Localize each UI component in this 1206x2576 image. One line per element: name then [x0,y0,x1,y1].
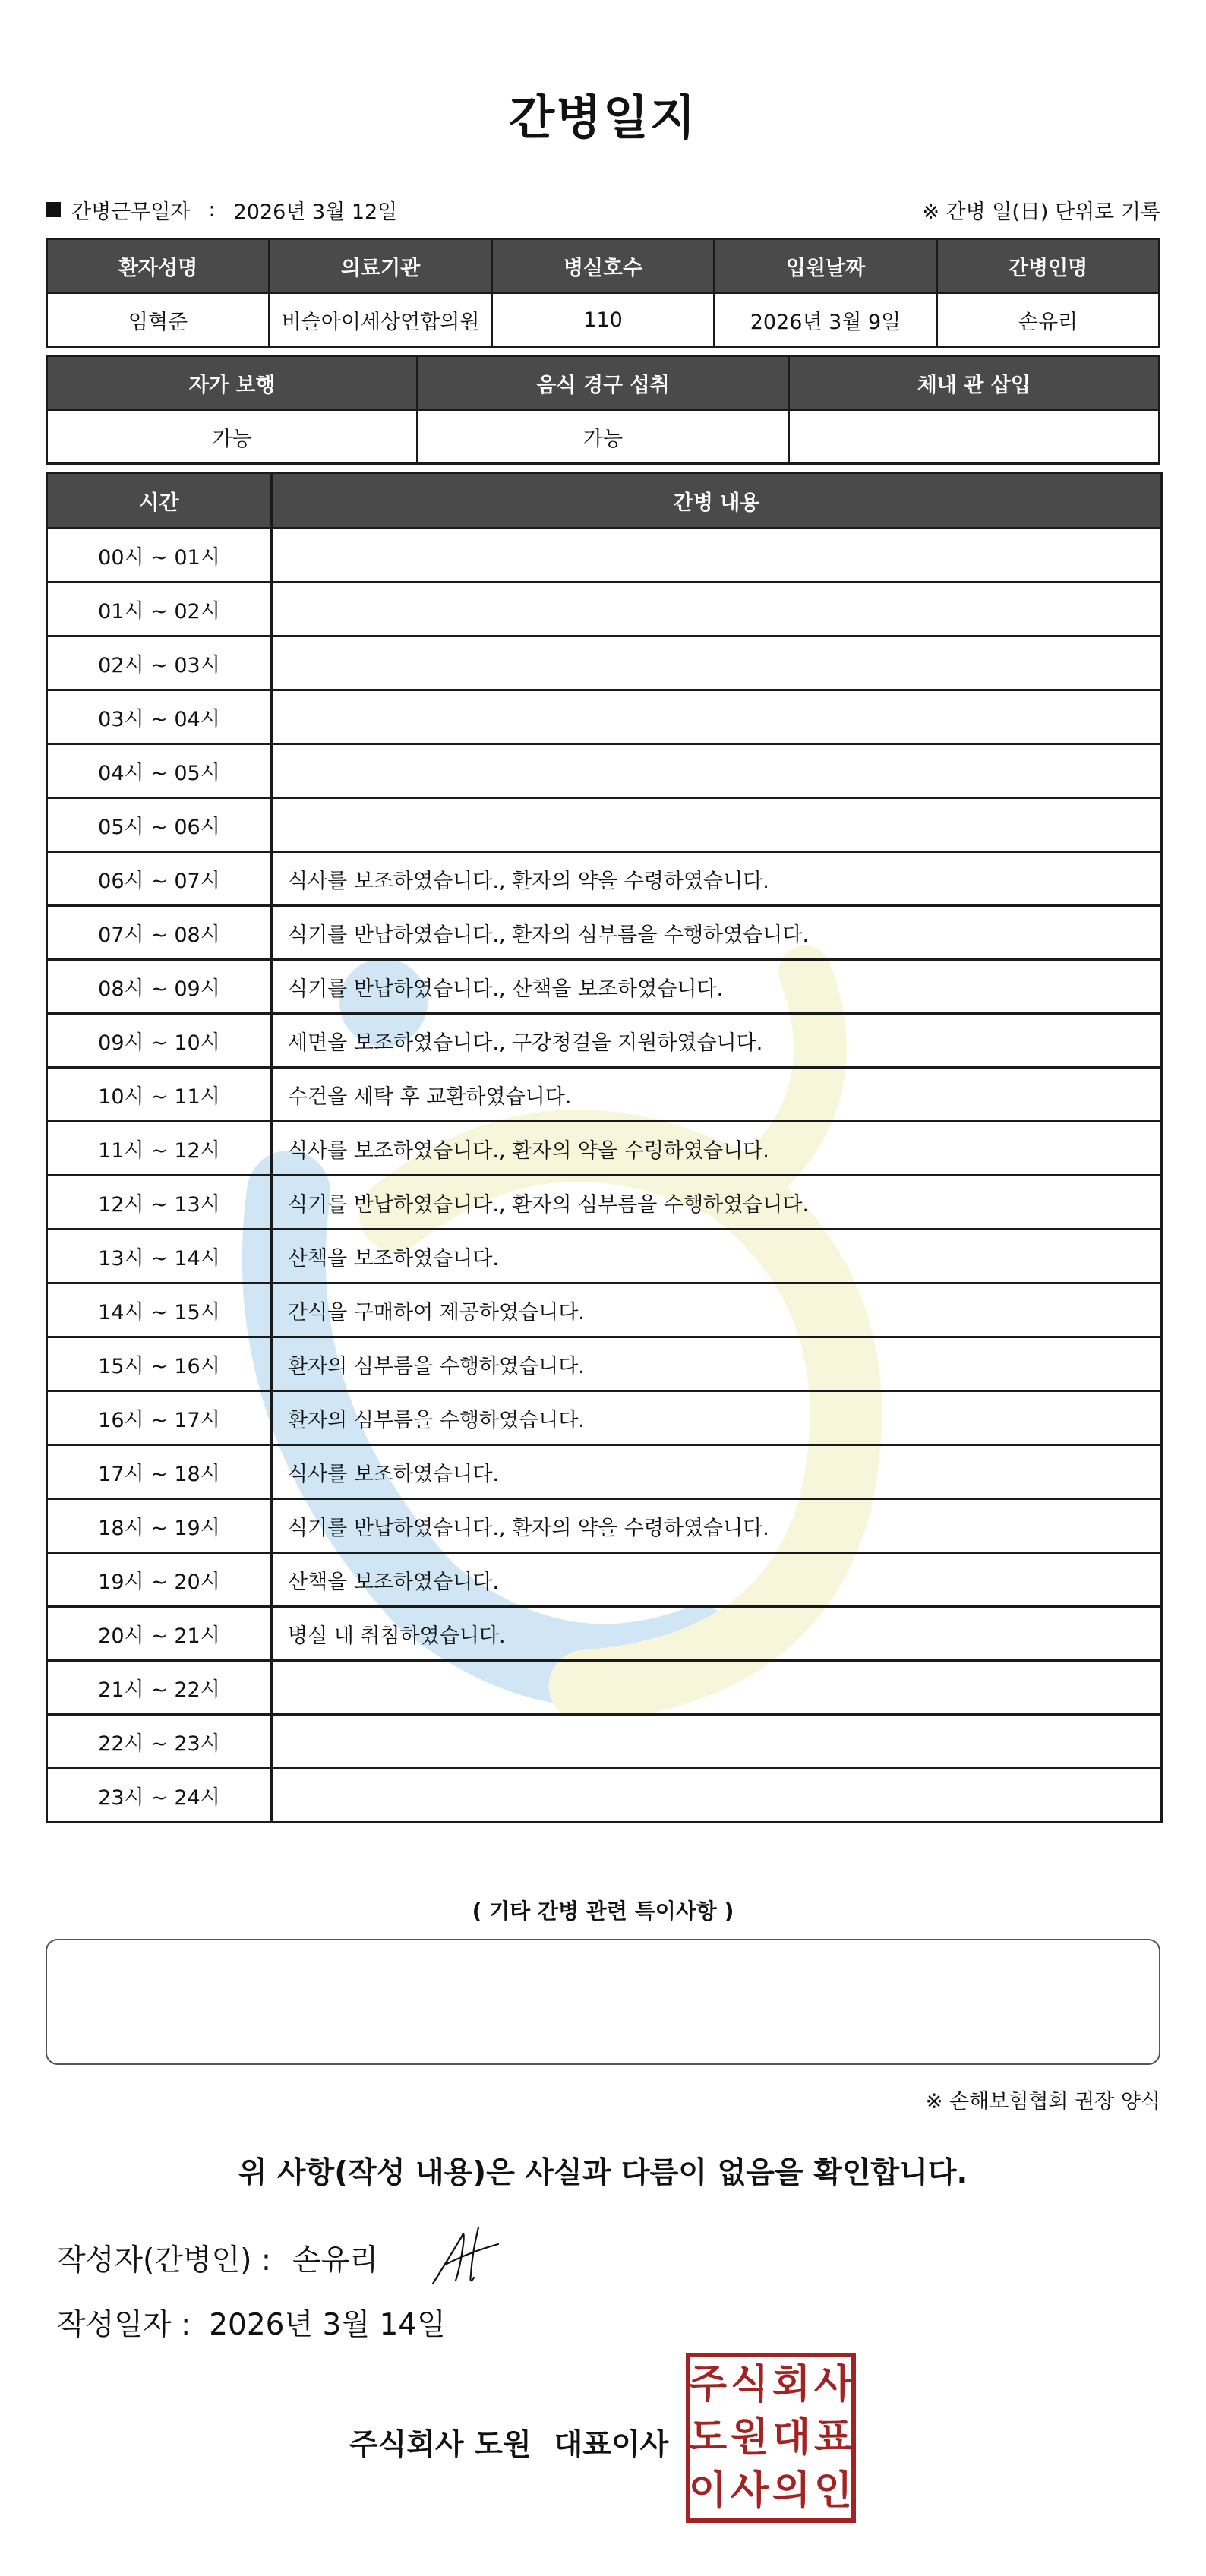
time-slot: 14시 ~ 15시 [47,1283,272,1337]
header-room-number: 병실호수 [492,239,715,293]
time-slot: 04시 ~ 05시 [47,744,272,798]
seal-character: 도 [688,2415,728,2461]
seal-character: 표 [813,2415,853,2461]
table-row [47,410,1160,464]
seal-character: 사 [813,2362,853,2407]
table-row [47,1176,1162,1230]
table-header-row [47,356,1160,410]
header-patient-name: 환자성명 [47,239,270,293]
patient-name: 임혁준 [47,293,270,347]
header-care-content: 간병 내용 [272,473,1162,529]
care-content: 환자의 심부름을 수행하였습니다. [272,1337,1162,1391]
time-slot: 02시 ~ 03시 [47,636,272,690]
header-tube-insertion: 체내 관 삽입 [788,356,1159,410]
company-line [349,2421,668,2464]
table-row [47,798,1162,852]
table-row [47,1230,1162,1283]
table-row [47,582,1162,636]
seal-character: 대 [772,2415,811,2461]
time-slot: 23시 ~ 24시 [47,1769,272,1823]
oral-intake-value: 가능 [418,410,788,464]
time-slot: 06시 ~ 07시 [47,852,272,906]
medical-institution: 비슬아이세상연합의원 [270,293,492,347]
care-content [272,529,1162,582]
care-content [272,690,1162,744]
table-row [47,1283,1162,1337]
care-content [272,798,1162,852]
seal-character: 인 [813,2468,853,2514]
header-medical-institution: 의료기관 [270,239,492,293]
table-row [47,852,1162,906]
special-notes-title: ( 기타 간병 관련 특이사항 ) [472,1899,734,1924]
care-content: 식기를 반납하였습니다., 환자의 약을 수령하였습니다. [272,1499,1162,1553]
header-self-walking: 자가 보행 [47,356,418,410]
hourly-care-log-table [46,472,1163,1823]
table-row [47,690,1162,744]
seal-character: 이 [688,2468,728,2514]
special-notes-box [46,1939,1160,2065]
write-date-line [57,2301,446,2344]
seal-character: 원 [730,2415,769,2461]
writer-name: 손유리 [292,2243,379,2278]
table-row [47,1068,1162,1122]
time-slot: 07시 ~ 08시 [47,906,272,960]
time-slot: 20시 ~ 21시 [47,1607,272,1661]
time-slot: 18시 ~ 19시 [47,1499,272,1553]
table-row [47,1122,1162,1176]
handwritten-signature [425,2221,509,2290]
table-row [47,1391,1162,1445]
write-date-value: 2026년 3월 14일 [209,2308,446,2342]
header-admission-date: 입원날짜 [715,239,937,293]
document-title: 간병일지 [509,90,697,145]
time-slot: 12시 ~ 13시 [47,1176,272,1230]
table-row [47,1553,1162,1607]
writer-label: 작성자(간병인) : [57,2243,272,2278]
care-content: 식기를 반납하였습니다., 산책을 보조하였습니다. [272,960,1162,1014]
time-slot: 16시 ~ 17시 [47,1391,272,1445]
patient-info-table [46,238,1160,348]
time-slot: 15시 ~ 16시 [47,1337,272,1391]
patient-status-table [46,355,1160,465]
table-row [47,293,1160,347]
self-walking-value: 가능 [47,410,418,464]
care-content: 간식을 구매하여 제공하였습니다. [272,1283,1162,1337]
care-content [272,1715,1162,1769]
room-number: 110 [492,293,715,347]
work-date-value: 2026년 3월 12일 [233,200,398,224]
time-slot: 21시 ~ 22시 [47,1661,272,1715]
write-date-label: 작성일자 : [57,2308,191,2342]
care-content: 수건을 세탁 후 교환하였습니다. [272,1068,1162,1122]
care-content: 병실 내 취침하였습니다. [272,1607,1162,1661]
care-content: 산책을 보조하였습니다. [272,1553,1162,1607]
care-content: 식사를 보조하였습니다., 환자의 약을 수령하였습니다. [272,852,1162,906]
time-slot: 19시 ~ 20시 [47,1553,272,1607]
table-header-row [47,473,1162,529]
care-content [272,744,1162,798]
recommendation-note: ※ 손해보험협회 권장 양식 [925,2090,1160,2114]
caregiver-name: 손유리 [937,293,1160,347]
company-seal-stamp [684,2350,858,2525]
work-date-separator: : [208,197,216,222]
care-content: 식기를 반납하였습니다., 환자의 심부름을 수행하였습니다. [272,1176,1162,1230]
log-rows [47,529,1162,1823]
time-slot: 10시 ~ 11시 [47,1068,272,1122]
record-unit-note: ※ 간병 일(日) 단위로 기록 [922,200,1160,224]
time-slot: 03시 ~ 04시 [47,690,272,744]
seal-character: 식 [730,2362,769,2407]
table-row [47,1715,1162,1769]
time-slot: 01시 ~ 02시 [47,582,272,636]
care-content: 식기를 반납하였습니다., 환자의 심부름을 수행하였습니다. [272,906,1162,960]
seal-character: 회 [772,2362,811,2407]
table-row [47,744,1162,798]
table-row [47,1661,1162,1715]
time-slot: 22시 ~ 23시 [47,1715,272,1769]
representative-title: 대표이사 [554,2428,669,2462]
time-slot: 17시 ~ 18시 [47,1445,272,1499]
table-row [47,1499,1162,1553]
table-row [47,1014,1162,1068]
confirmation-statement: 위 사항(작성 내용)은 사실과 다름이 없음을 확인합니다. [238,2156,968,2190]
tube-insertion-value [788,410,1159,464]
company-name: 주식회사 도원 [349,2428,532,2462]
time-slot: 09시 ~ 10시 [47,1014,272,1068]
work-date-label: 간병근무일자 [71,200,191,224]
time-slot: 00시 ~ 01시 [47,529,272,582]
time-slot: 08시 ~ 09시 [47,960,272,1014]
table-row [47,960,1162,1014]
table-header-row [47,239,1160,293]
table-row [47,1337,1162,1391]
table-row [47,906,1162,960]
square-bullet-icon [46,202,61,217]
care-content: 환자의 심부름을 수행하였습니다. [272,1391,1162,1445]
care-content [272,1769,1162,1823]
table-row [47,636,1162,690]
time-slot: 11시 ~ 12시 [47,1122,272,1176]
header-oral-intake: 음식 경구 섭취 [418,356,788,410]
seal-character: 의 [772,2468,811,2514]
care-content [272,636,1162,690]
table-row [47,1607,1162,1661]
writer-line [57,2237,378,2279]
seal-character: 주 [688,2362,728,2407]
care-content: 세면을 보조하였습니다., 구강청결을 지원하였습니다. [272,1014,1162,1068]
seal-character: 사 [730,2468,769,2514]
header-line [46,194,1160,225]
header-time: 시간 [47,473,272,529]
care-content [272,582,1162,636]
care-content: 산책을 보조하였습니다. [272,1230,1162,1283]
table-row [47,1445,1162,1499]
care-content [272,1661,1162,1715]
care-content: 식사를 보조하였습니다., 환자의 약을 수령하였습니다. [272,1122,1162,1176]
care-content: 식사를 보조하였습니다. [272,1445,1162,1499]
time-slot: 05시 ~ 06시 [47,798,272,852]
time-slot: 13시 ~ 14시 [47,1230,272,1283]
admission-date: 2026년 3월 9일 [715,293,937,347]
table-row [47,529,1162,582]
header-caregiver-name: 간병인명 [937,239,1160,293]
table-row [47,1769,1162,1823]
